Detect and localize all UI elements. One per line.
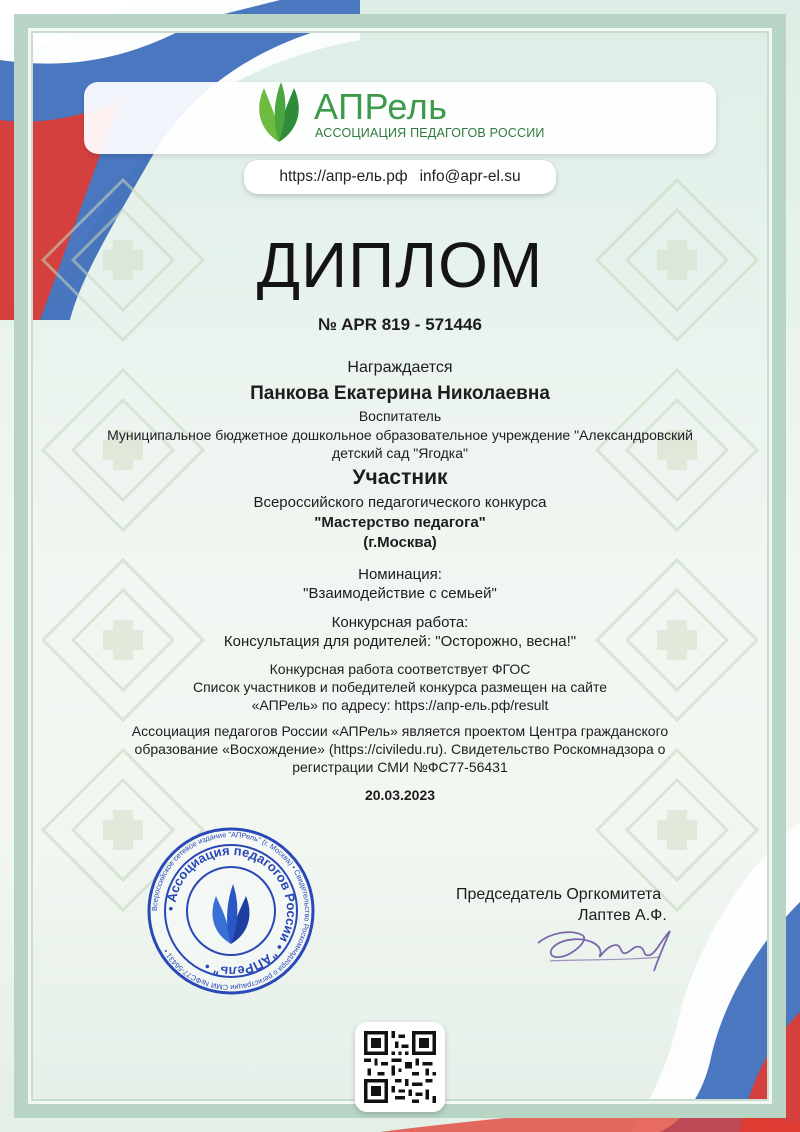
- association-note-line-3: регистрации СМИ №ФС77-56431: [292, 759, 508, 775]
- nomination-label: Номинация:: [358, 566, 442, 583]
- signatory-name: Лаптев А.Ф.: [578, 907, 667, 924]
- recipient-position: Воспитатель: [358, 408, 442, 424]
- contacts-bar: [244, 160, 556, 194]
- logo-name: АПРель: [314, 86, 448, 127]
- diploma-title: ДИПЛОМ: [256, 229, 544, 301]
- organization-line-2: детский сад "Ягодка": [332, 445, 468, 461]
- association-note-line-2: образование «Восхождение» (https://civiledu.ru). Свидетельство Роскомнадзора о: [134, 741, 666, 757]
- organization-seal: [146, 826, 316, 996]
- fgos-note: Конкурсная работа соответствует ФГОС: [269, 661, 531, 677]
- contest-label: Всероссийского педагогического конкурса: [253, 494, 547, 511]
- website-link[interactable]: https://апр-ель.рф: [279, 168, 408, 185]
- list-note-line-1: Список участников и победителей конкурса размещен на сайте: [192, 679, 607, 695]
- seal-inner-text: • Ассоциация педагогов России • "АПРель" •: [162, 842, 300, 980]
- nomination-value: "Взаимодействие с семьей": [303, 585, 497, 602]
- seal-outer-text: Всероссийское сетевое издание "АПРель" (г. Москва) • Свидетельство Роскомнадзора о регистрации СМИ №ФС77-56431 •: [149, 829, 313, 993]
- list-note-line-2: «АПРель» по адресу: https://апр-ель.рф/result: [251, 697, 549, 713]
- diploma-number: № APR 819 - 571446: [318, 315, 482, 334]
- signatory-title: Председатель Оргкомитета: [456, 886, 662, 903]
- recipient-name: Панкова Екатерина Николаевна: [250, 383, 550, 404]
- work-label: Конкурсная работа:: [331, 614, 469, 631]
- organization-line-1: Муниципальное бюджетное дошкольное образовательное учреждение "Александровский: [107, 427, 693, 443]
- work-title: Консультация для родителей: "Осторожно, весна!": [223, 633, 577, 650]
- award-status: Участник: [352, 466, 448, 489]
- awarded-label: Награждается: [347, 359, 453, 376]
- qr-code-icon[interactable]: [364, 1031, 436, 1103]
- handwritten-signature: [530, 915, 680, 975]
- green-leaf-icon: [250, 80, 308, 144]
- contest-name: "Мастерство педагога": [314, 514, 486, 531]
- diploma-date: 20.03.2023: [364, 787, 436, 803]
- contest-city: (г.Москва): [363, 534, 437, 551]
- logo-subtitle: АССОЦИАЦИЯ ПЕДАГОГОВ РОССИИ: [315, 126, 545, 140]
- email-link[interactable]: info@apr-el.su: [419, 168, 521, 185]
- association-note-line-1: Ассоциация педагогов России «АПРель» является проектом Центра гражданского: [131, 723, 669, 739]
